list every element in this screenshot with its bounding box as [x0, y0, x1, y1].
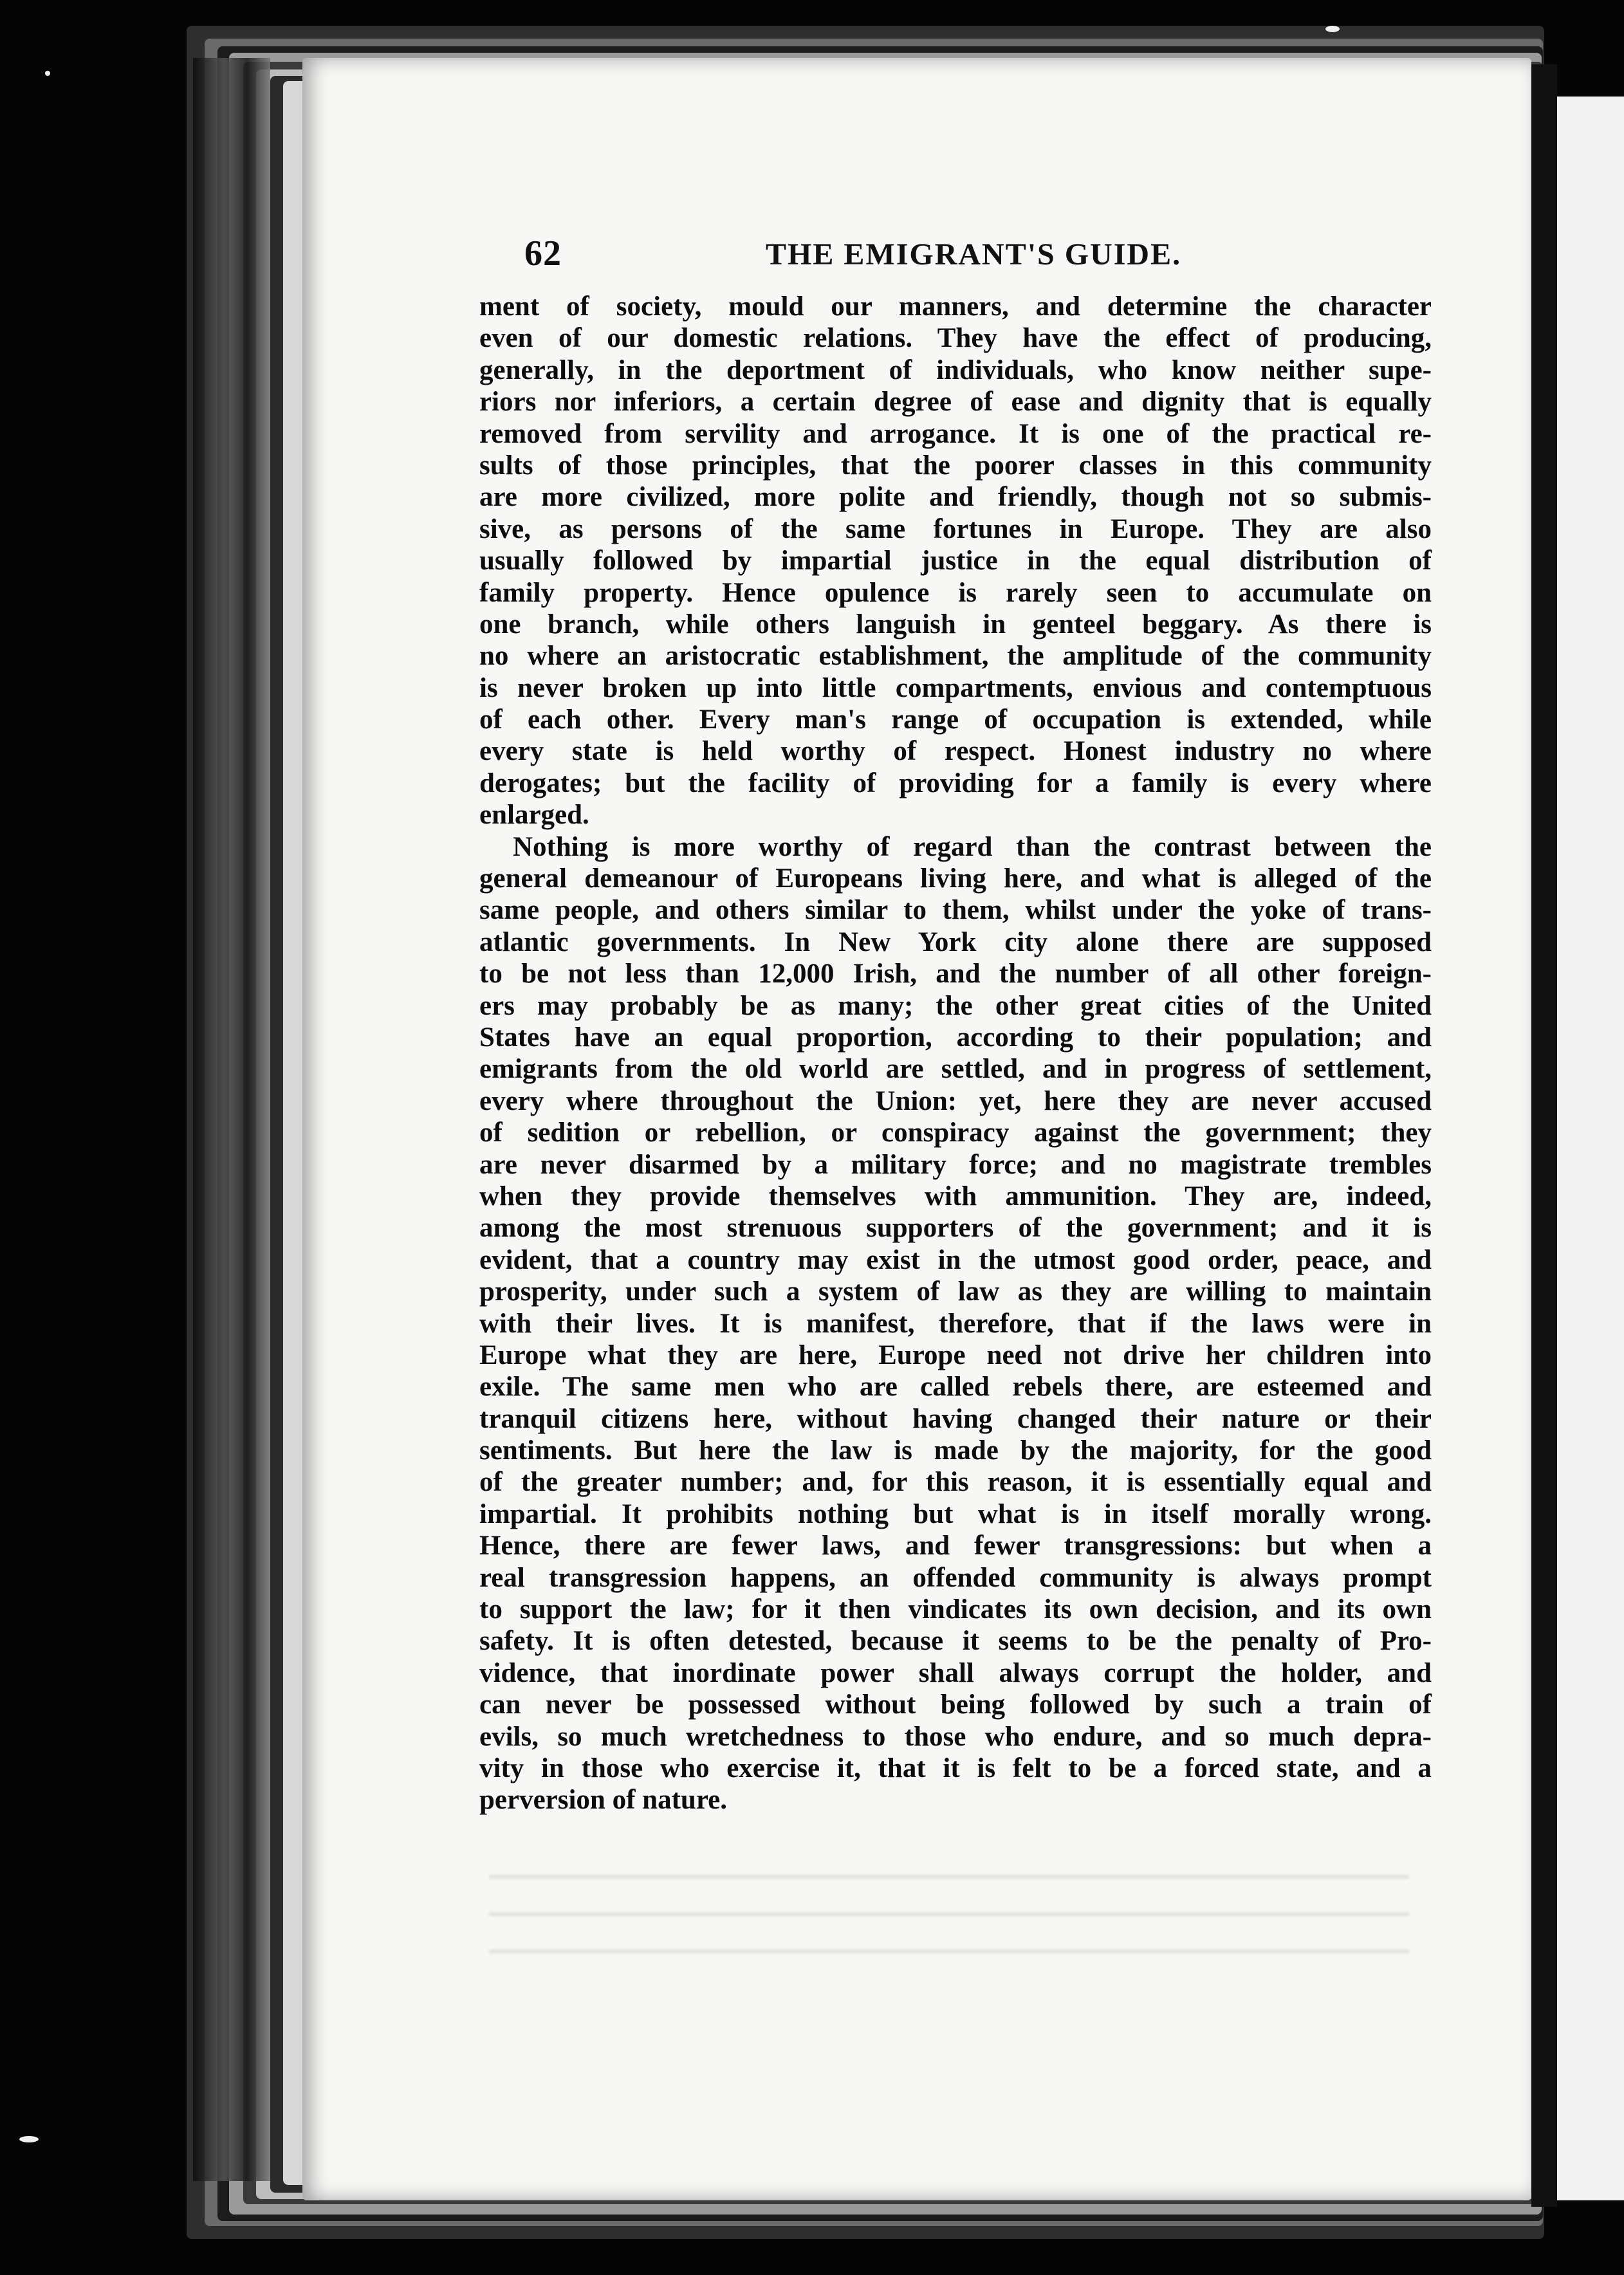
- text-line: when they provide themselves with ammunition. They are, indeed,: [479, 1181, 1432, 1211]
- text-line: one branch, while others languish in genteel beggary. As there is: [479, 609, 1432, 640]
- text-line: usually followed by impartial justice in the equal distribution of: [479, 546, 1432, 576]
- text-line: States have an equal proportion, according to their population; and: [479, 1022, 1432, 1053]
- text-line: can never be possessed without being followed by such a train of: [479, 1690, 1432, 1720]
- text-line: real transgression happens, an offended community is always prompt: [479, 1562, 1432, 1593]
- running-header: [524, 233, 1200, 278]
- text-line: riors nor inferiors, a certain degree of ease and dignity that is equally: [479, 387, 1432, 418]
- text-line: ers may probably be as many; the other great cities of the United: [479, 990, 1432, 1021]
- body-text: [479, 291, 1432, 1816]
- text-line: general demeanour of Europeans living here, and what is alleged of the: [479, 863, 1432, 894]
- text-line: evident, that a country may exist in the utmost good order, peace, and: [479, 1244, 1432, 1275]
- dust-speck: [1325, 26, 1340, 32]
- text-line: among the most strenuous supporters of the government; and it is: [479, 1213, 1432, 1244]
- text-line: same people, and others similar to them, whilst under the yoke of trans-: [479, 895, 1432, 926]
- running-title: THE EMIGRANT'S GUIDE.: [766, 237, 1182, 272]
- text-line: exile. The same men who are called rebels there, are esteemed and: [479, 1372, 1432, 1403]
- text-line: to support the law; for it then vindicates its own decision, and its own: [479, 1594, 1432, 1625]
- text-line: are never disarmed by a military force; and no magistrate trembles: [479, 1149, 1432, 1180]
- text-line: evils, so much wretchedness to those who endure, and so much depra-: [479, 1721, 1432, 1752]
- text-line: to be not less than 12,000 Irish, and the number of all other foreign-: [479, 959, 1432, 990]
- dust-speck: [19, 2136, 39, 2142]
- page-number: 62: [524, 234, 562, 273]
- text-line: sive, as persons of the same fortunes in Europe. They are also: [479, 513, 1432, 544]
- text-line: derogates; but the facility of providing for a family is every where: [479, 768, 1432, 798]
- text-line: safety. It is often detested, because it seems to be the penalty of Pro-: [479, 1626, 1432, 1657]
- text-line: with their lives. It is manifest, therefore, that if the laws were in: [479, 1308, 1432, 1339]
- text-line: is never broken up into little compartments, envious and contemptuous: [479, 672, 1432, 703]
- facing-page-edge: [1557, 97, 1624, 2200]
- text-line: impartial. It prohibits nothing but what is in itself morally wrong.: [479, 1498, 1432, 1529]
- paragraph: [479, 831, 1432, 1816]
- text-line: Hence, there are fewer laws, and fewer transgressions: but when a: [479, 1531, 1432, 1561]
- text-line: Nothing is more worthy of regard than the contrast between the: [513, 831, 1432, 862]
- text-line: removed from servility and arrogance. It is one of the practical re-: [479, 418, 1432, 449]
- text-line: no where an aristocratic establishment, the amplitude of the community: [479, 641, 1432, 672]
- text-line: of each other. Every man's range of occupation is extended, while: [479, 705, 1432, 735]
- text-line: vity in those who exercise it, that it is felt to be a forced state, and a: [479, 1753, 1432, 1783]
- text-line: even of our domestic relations. They have the effect of producing,: [479, 323, 1432, 354]
- text-line: generally, in the deportment of individuals, who know neither supe-: [479, 355, 1432, 385]
- text-line: perversion of nature.: [479, 1785, 727, 1816]
- text-line: sults of those principles, that the poorer classes in this community: [479, 450, 1432, 481]
- text-line: emigrants from the old world are settled, and in progress of settlement,: [479, 1054, 1432, 1085]
- text-line: tranquil citizens here, without having changed their nature or their: [479, 1403, 1432, 1434]
- text-line: Europe what they are here, Europe need not drive her children into: [479, 1340, 1432, 1370]
- text-line: atlantic governments. In New York city alone there are supposed: [479, 926, 1432, 957]
- text-line: vidence, that inordinate power shall always corrupt the holder, and: [479, 1657, 1432, 1688]
- paragraph: [479, 291, 1432, 831]
- book-spine-shadow: [193, 58, 270, 2181]
- text-line: sentiments. But here the law is made by the majority, for the good: [479, 1435, 1432, 1466]
- text-line: enlarged.: [479, 800, 589, 831]
- text-line: are more civilized, more polite and friendly, though not so submis-: [479, 482, 1432, 513]
- dust-speck: [45, 71, 50, 76]
- book-gutter: [1531, 64, 1557, 2207]
- text-line: of sedition or rebellion, or conspiracy against the government; they: [479, 1118, 1432, 1148]
- text-line: prosperity, under such a system of law as they are willing to maintain: [479, 1276, 1432, 1307]
- text-line: family property. Hence opulence is rarely seen to accumulate on: [479, 577, 1432, 608]
- text-line: every where throughout the Union: yet, here they are never accused: [479, 1085, 1432, 1116]
- text-line: ment of society, mould our manners, and determine the character: [479, 291, 1432, 322]
- text-line: every state is held worthy of respect. Honest industry no where: [479, 736, 1432, 767]
- text-line: of the greater number; and, for this reason, it is essentially equal and: [479, 1467, 1432, 1498]
- show-through-text: [489, 1853, 1409, 1982]
